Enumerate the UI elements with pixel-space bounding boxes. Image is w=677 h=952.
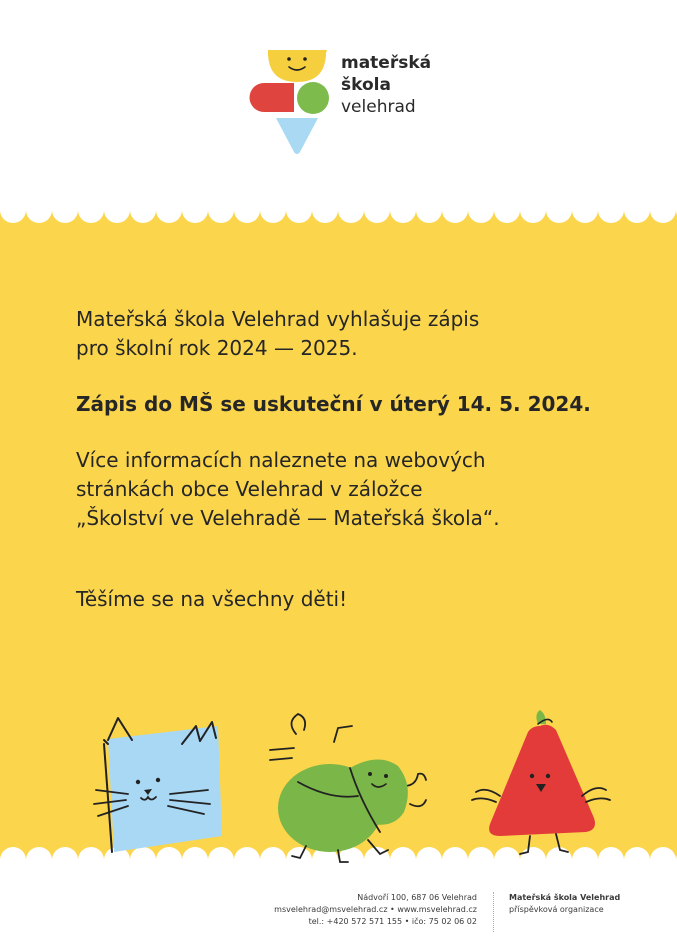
green-circle-icon	[297, 82, 329, 114]
logo-line-3: velehrad	[341, 97, 416, 117]
intro-line-2: pro školní rok 2024 — 2025.	[76, 336, 358, 360]
info-line-2: stránkách obce Velehrad v záložce	[76, 477, 423, 501]
address-line-2: msvelehrad@msvelehrad.cz • www.msvelehrad.cz	[274, 905, 477, 914]
bird-triangle-icon	[472, 710, 610, 854]
info-line-1: Více informacích naleznete na webových	[76, 448, 486, 472]
school-logo	[248, 48, 448, 158]
footer-divider	[493, 892, 494, 932]
blue-triangle-icon	[276, 118, 318, 154]
enrollment-date: Zápis do MŠ se uskuteční v úterý 14. 5. 2024.	[76, 392, 591, 416]
organization-name: Mateřská škola Velehrad	[509, 893, 621, 902]
logo-line-2: škola	[341, 75, 391, 95]
footer	[0, 892, 677, 942]
address-line-1: Nádvoří 100, 687 06 Velehrad	[357, 893, 477, 902]
beetle-icon	[270, 714, 426, 862]
cat-square-icon	[94, 718, 222, 852]
logo-line-1: mateřská	[341, 53, 432, 73]
closing-line: Těšíme se na všechny děti!	[76, 587, 348, 611]
yellow-semicircle-face-icon	[268, 50, 327, 82]
logo-mark	[248, 48, 332, 156]
logo-wordmark	[341, 52, 431, 118]
footer-address	[274, 892, 477, 928]
character-illustrations	[0, 700, 677, 870]
info-line-3: „Školství ve Velehradě — Mateřská škola“.	[76, 506, 500, 530]
announcement	[76, 305, 636, 614]
red-pill-icon	[250, 83, 295, 112]
organization-type: příspěvková organizace	[509, 905, 604, 914]
footer-organization	[509, 892, 620, 916]
address-line-3: tel.: +420 572 571 155 • ičo: 75 02 06 02	[308, 917, 477, 926]
intro-line-1: Mateřská škola Velehrad vyhlašuje zápis	[76, 307, 480, 331]
